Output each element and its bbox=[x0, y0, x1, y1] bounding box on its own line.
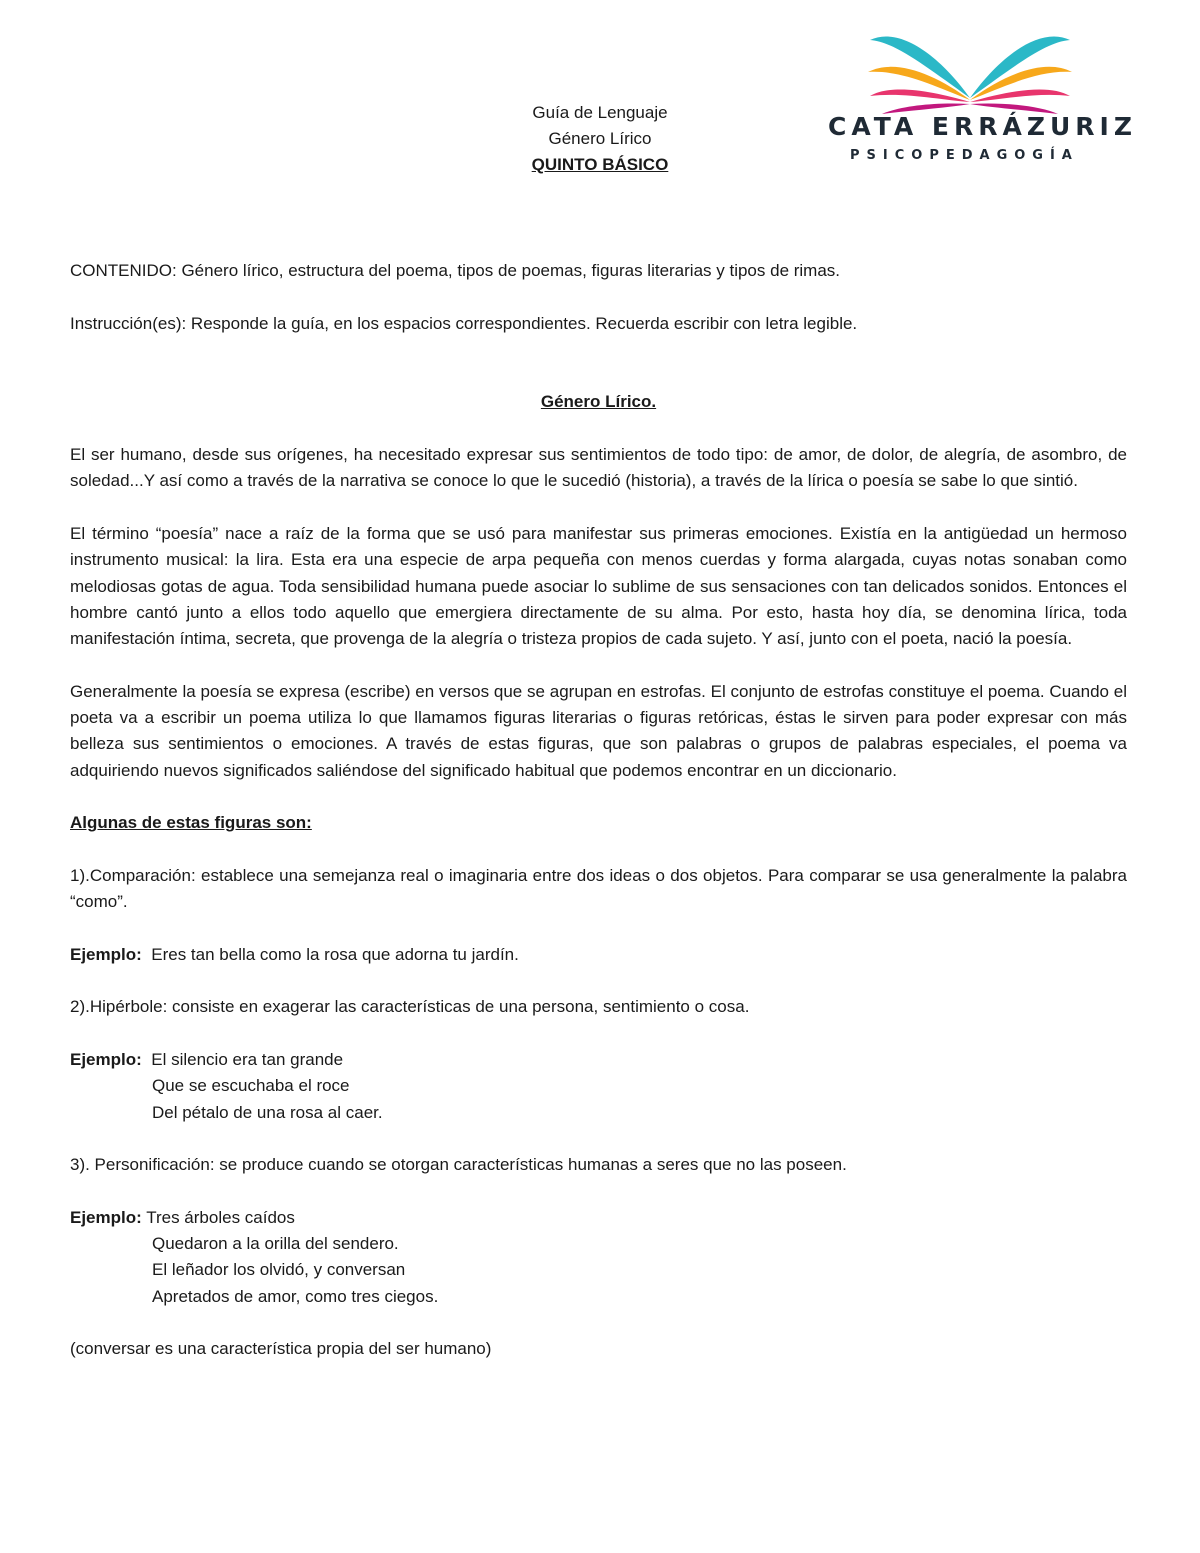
book-flame-icon bbox=[820, 26, 1120, 116]
guide-title: Guía de Lenguaje bbox=[532, 103, 668, 122]
cata-errazuriz-logo bbox=[820, 26, 1137, 176]
instruccion-line: Instrucción(es): Responde la guía, en los espacios correspondientes. Recuerda escribir con letra legible. bbox=[70, 313, 858, 333]
example-line: El leñador los olvidó, y conversan bbox=[152, 1260, 406, 1280]
example-line: Apretados de amor, como tres ciegos. bbox=[152, 1286, 439, 1306]
hiperbole-example bbox=[70, 1047, 1127, 1073]
personificacion-definition: 3). Personificación: se produce cuando se otorgan características humanas a seres que no las poseen. bbox=[70, 1155, 847, 1175]
logo-subtitle: PSICOPEDAGOGÍA bbox=[850, 148, 1079, 163]
paragraph: El término “poesía” nace a raíz de la forma que se usó para manifestar sus primeras emociones. Existía en la antigüedad un hermoso instrumento musical: la lira. Esta era una especie de arpa pequeña con menos cuerdas y forma alargada, cuyas notas sonaban como melodiosas gotas de agua. Toda sensibilidad humana puede asociar lo sublime de sus sensaciones con tan delicados sonidos. Entonces el hombre cantó junto a ellos todo aquello que emergiera directamente de su alma. Por esto, hasta hoy día, se denomina lírica, toda manifestación íntima, secreta, que provenga de la alegría o tristeza propios de cada sujeto. Y así, junto con el poeta, nació la poesía. bbox=[70, 523, 1127, 649]
paragraph: Generalmente la poesía se expresa (escribe) en versos que se agrupan en estrofas. El conjunto de estrofas constituye el poema. Cuando el poeta va a escribir un poema utiliza lo que llamamos figuras literarias o figuras retóricas, éstas le sirven para poder expresar con más belleza sus sentimientos o emociones. A través de estas figuras, que son palabras o grupos de palabras especiales, el poema va adquiriendo nuevos significados saliéndose del significado habitual que podemos encontrar en un diccionario. bbox=[70, 681, 1127, 780]
example-line: El silencio era tan grande bbox=[151, 1049, 344, 1069]
genre-subtitle: Género Lírico bbox=[548, 129, 652, 148]
figures-heading: Algunas de estas figuras son: bbox=[70, 813, 312, 833]
example-line: Del pétalo de una rosa al caer. bbox=[152, 1102, 383, 1122]
personificacion-note: (conversar es una característica propia del ser humano) bbox=[70, 1339, 492, 1359]
comparacion-definition: 1).Comparación: establece una semejanza real o imaginaria entre dos ideas o dos objetos. Para comparar se usa generalmente la palabra “como”. bbox=[70, 865, 1127, 912]
personificacion-example bbox=[70, 1205, 1127, 1231]
comparacion-example bbox=[70, 942, 1127, 968]
section-title: Género Lírico. bbox=[540, 392, 657, 412]
document-header bbox=[400, 100, 800, 178]
hiperbole-definition: 2).Hipérbole: consiste en exagerar las características de una persona, sentimiento o cosa. bbox=[70, 997, 750, 1017]
example-line: Que se escuchaba el roce bbox=[152, 1076, 350, 1096]
document-body bbox=[70, 258, 1127, 1362]
example-line: Quedaron a la orilla del sendero. bbox=[152, 1233, 399, 1253]
example-label: Ejemplo: bbox=[70, 1207, 142, 1227]
example-label: Ejemplo: bbox=[70, 1049, 142, 1069]
grade-level: QUINTO BÁSICO bbox=[531, 155, 669, 174]
example-line: Tres árboles caídos bbox=[146, 1207, 295, 1227]
logo-brand-name: CATA ERRÁZURIZ bbox=[828, 112, 1137, 141]
paragraph: El ser humano, desde sus orígenes, ha necesitado expresar sus sentimientos de todo tipo: de amor, de dolor, de alegría, de asombro, de soledad...Y así como a través de la narrativa se conoce lo que le sucedió (historia), a través de la lírica o poesía se sabe lo que sintió. bbox=[70, 445, 1127, 491]
example-label: Ejemplo: bbox=[70, 944, 142, 964]
contenido-line: CONTENIDO: Género lírico, estructura del poema, tipos de poemas, figuras literarias y tipos de rimas. bbox=[70, 261, 841, 280]
example-line: Eres tan bella como la rosa que adorna tu jardín. bbox=[151, 944, 519, 964]
